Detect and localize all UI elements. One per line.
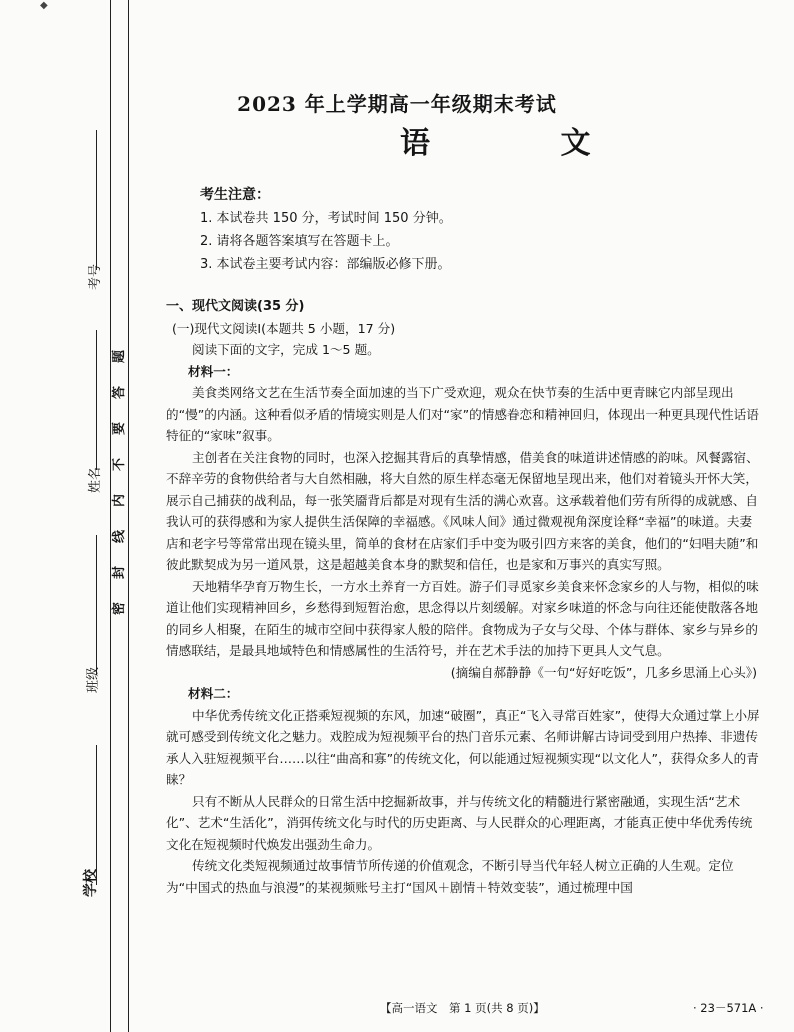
exam-title: 2023 年上学期高一年级期末考试 xyxy=(237,92,557,116)
school-label: 学校 xyxy=(83,869,99,897)
name-underline xyxy=(96,330,97,470)
seal-char: 要 xyxy=(112,421,128,436)
candidate-notes xyxy=(200,184,452,276)
source-citation: (摘编自郝静静《一句“好好吃饭”，几多乡思涌上心头》) xyxy=(450,664,757,680)
kaohao-underline xyxy=(96,130,97,270)
paragraph: 只有不断从人民群众的日常生活中挖掘新故事，并与传统文化的精髓进行紧密融通，实现生活“艺术化”、艺术“生活化”，消弭传统文化与时代的历史距离、与人民群众的心理距离，才能真正使中华优秀传统文化在短视频时代焕发出强劲生命力。 xyxy=(166,793,753,852)
kaohao-label: 考号 xyxy=(88,263,103,290)
binding-line-inner xyxy=(128,0,129,1032)
school-underline xyxy=(96,745,97,885)
corner-mark: ◆ xyxy=(40,0,48,11)
paragraph: 传统文化类短视频通过故事情节所传递的价值观念，不断引导当代年轻人树立正确的人生观。定位为“中国式的热血与浪漫”的某视频账号主打“国风＋剧情＋特效变装”，通过梳理中国 xyxy=(166,858,734,895)
subsection-heading: (一)现代文阅读Ⅰ(本题共 5 小题，17 分) xyxy=(172,320,396,336)
reading-section xyxy=(166,296,761,898)
class-underline xyxy=(96,535,97,675)
notes-item: 3. 本试卷主要考试内容：部编版必修下册。 xyxy=(200,257,451,272)
paragraph: 主创者在关注食物的同时，也深入挖掘其背后的真挚情感，借美食的味道讲述情感的韵味。风餐露宿、不辞辛劳的食物供给者与大自然相融，将大自然的原生样态毫无保留地呈现出来，他们对着镜头开怀大笑，展示自己捕获的战利品，每一张笑靥背后都是对现有生活的满心欢喜。这承载着他们劳有所得的成就感、自我认可的获得感和为家人提供生活保障的幸福感。《风味人间》通过微观视角深度诠释“幸福”的味道。夫妻店和老字号等常常出现在镜头里，简单的食材在店家们手中变为吸引四方来客的美食，他们的“妇唱夫随”和彼此默契成为另一道风景，这是超越美食本身的默契和信任，也是家和万事兴的真实写照。 xyxy=(166,449,759,572)
paragraph: 天地精华孕育万物生长，一方水土养育一方百姓。游子们寻觅家乡美食来怀念家乡的人与物，相似的味道让他们实现精神回乡，乡愁得到短暂治愈，思念得以片刻缓解。对家乡味道的怀念与向往还能使散落各地的同乡人相聚，在陌生的城市空间中获得家人般的陪伴。食物成为子女与父母、个体与群体、家乡与异乡的情感联结，是最具地域特色和情感属性的生活符号，并在艺术手法的加持下更具人文气息。 xyxy=(166,578,759,658)
seal-char: 内 xyxy=(112,493,128,508)
material-label: 材料一： xyxy=(188,363,239,379)
subject-title: 语 文 xyxy=(400,126,651,161)
paragraph: 美食类网络文艺在生活节奏全面加速的当下广受欢迎，观众在快节奏的生活中更青睐它内部呈现出的“慢”的内涵。这种看似矛盾的情境实则是人们对“家”的情感眷恋和精神回归，体现出一种更具现代性话语特征的“家味”叙事。 xyxy=(166,385,759,443)
notes-heading: 考生注意： xyxy=(200,187,270,203)
seal-char: 线 xyxy=(112,529,128,544)
seal-line-text xyxy=(112,350,128,615)
section-heading: 一、现代文阅读(35 分) xyxy=(166,299,305,314)
seal-char: 密 xyxy=(112,601,128,616)
paragraph: 中华优秀传统文化正搭乘短视频的东风，加速“破圈”，真正“飞入寻常百姓家”，使得大众通过掌上小屏就可感受到传统文化之魅力。戏腔成为短视频平台的热门音乐元素、名师讲解古诗词受到用户热捧、非遗传承人入驻短视频平台……以往“曲高和寡”的传统文化，何以能通过短视频实现“以文化人”，获得众多人的青睐？ xyxy=(166,707,760,787)
binding-line-outer xyxy=(110,0,111,1032)
page-info: 【高一语文 第 1 页(共 8 页)】 xyxy=(380,1001,545,1015)
instruction-text: 阅读下面的文字，完成 1～5 题。 xyxy=(192,342,380,357)
seal-char: 答 xyxy=(112,385,128,400)
seal-char: 不 xyxy=(112,457,128,472)
name-label: 姓名 xyxy=(88,466,103,493)
class-label: 班级 xyxy=(86,666,101,693)
notes-item: 1. 本试卷共 150 分，考试时间 150 分钟。 xyxy=(200,211,452,226)
seal-char: 题 xyxy=(112,349,128,364)
notes-item: 2. 请将各题答案填写在答题卡上。 xyxy=(200,234,399,249)
exam-code: · 23－571A · xyxy=(693,1001,764,1015)
seal-char: 封 xyxy=(112,565,128,580)
material-label: 材料二： xyxy=(188,686,239,701)
